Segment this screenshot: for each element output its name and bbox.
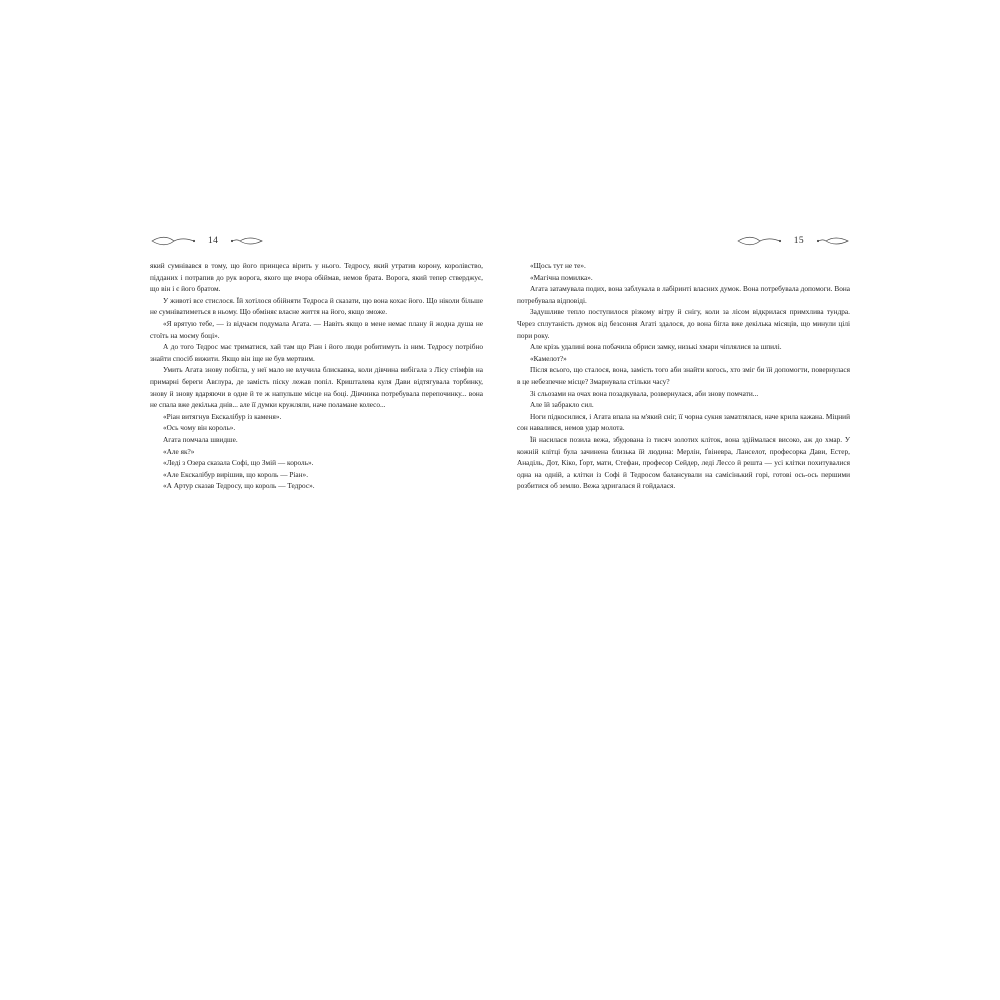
right-page [517, 230, 850, 790]
page-number: 15 [793, 236, 804, 246]
paragraph: Після всього, що сталося, вона, замість того аби знайти когось, хто зміг би їй допомогти, повернулася в це небезпечне місце? Змарнувала стільки часу? [517, 365, 850, 386]
paragraph: Ноги підкосилися, і Агата впала на м'який сніг, її чорна сукня заматлялася, наче крила кажана. Міцний сон навалився, немов удар молота. [517, 411, 850, 433]
paragraph: «Ріан витягнув Екскалібур із каменя». [163, 411, 282, 421]
flourish-ornament-icon [736, 235, 850, 247]
paragraph: «Щось тут не те». [530, 261, 586, 270]
paragraph: «Леді з Озера сказала Софі, що Змій — король». [163, 458, 314, 468]
right-page-body [517, 260, 850, 492]
paragraph: «Але як?» [163, 446, 195, 456]
paragraph: Зі сльозами на очах вона позадкувала, розвернулася, аби знову помчати... [530, 388, 759, 398]
left-page-body [150, 260, 483, 492]
flourish-ornament-icon [150, 235, 264, 247]
left-page-header [150, 230, 483, 252]
right-page-header [517, 230, 850, 252]
paragraph: «Камелот?» [530, 353, 567, 363]
paragraph: У животі все стислося. Їй хотілося обійняти Тедроса й сказати, що вона кохає його. Що ніколи більше не сумніватиметься в ньому. Що обміняє власне життя на його, якщо зможе. [150, 295, 483, 317]
paragraph: Агата затамувала подих, вона заблукала в лабіринті власних думок. Вона потребувала допомоги. Вона потребувала відповіді. [517, 284, 850, 305]
paragraph: Умить Агата знову побігла, у неї мало не влучила блискавка, коли дівчина вибігала з Лісу стімфів на примарні береги Авґлура, де замість піску лежав попіл. Кришталева куля Дави відтягувала торбинку, знову й знову вдаряючи в одне й те ж напульше місце на боці. Дівчинка потребувала перепочинку... вона не спала вже декілька днів... але її думки кружляли, наче поламане колесо... [150, 365, 483, 410]
paragraph: «Ось чому він король». [163, 423, 236, 433]
paragraph: Агата помчала швидше. [163, 434, 238, 444]
paragraph: «Я врятую тебе, — із відчаєм подумала Агата. — Навіть якщо в мене немає плану й жодна душа не стоїть на моєму боці». [150, 318, 483, 340]
page-number: 14 [208, 236, 219, 246]
paragraph: «Але Екскалібур вирішив, що король — Ріан». [163, 469, 309, 479]
paragraph: Задушливе тепло поступилося різкому вітру й снігу, коли за лісом відкрилася примхлива тундра. Через сплутаність думок від безсоння Агаті здалося, до вона бігла вже декілька місяців, що минули цілі пори року. [517, 307, 850, 340]
left-page [150, 230, 483, 790]
paragraph: «Магічна помилка». [530, 272, 593, 282]
book-page-spread [150, 230, 850, 790]
paragraph: Але їй забракло сил. [530, 400, 594, 410]
paragraph: який сумнівався в тому, що його принцеса вірить у нього. Тедросу, який утратив корону, королівство, підданих і потрапив до рук ворога, якого ще вчора обіймав, немов брата. Ворога, який тепер стверджує, що він і є його братом. [150, 261, 483, 294]
paragraph: «А Артур сказав Тедросу, що король — Тедрос». [163, 481, 315, 491]
paragraph: А до того Тедрос має триматися, хай там що Ріан і його люди робитимуть із ним. Тедросу потрібно знайти спосіб вижити. Якщо він іще не був мертвим. [150, 342, 483, 363]
paragraph: Але крізь удалині вона побачила обриси замку, низькі хмари чіплялися за шпилі. [530, 342, 782, 352]
paragraph: Їй насилася позила вежа, збудована із тисяч золотих кліток, вона здіймалася високо, аж до хмар. У кожній клітці була зачинена близька їй людина: Мерлін, Ґвіневра, Ланселот, професорка Дави, Естер, Анаділь, Дот, Кіко, Ґорт, мати, Стефан, професор Сейдер, леді Лессо й решта — усі клітки похитувалися одна на одній, а клітки із Софі й Тедросом балансували на самісінький горі, готові ось-ось першими розбитися об землю. Вежа здригалася й гойдалася. [517, 434, 850, 491]
